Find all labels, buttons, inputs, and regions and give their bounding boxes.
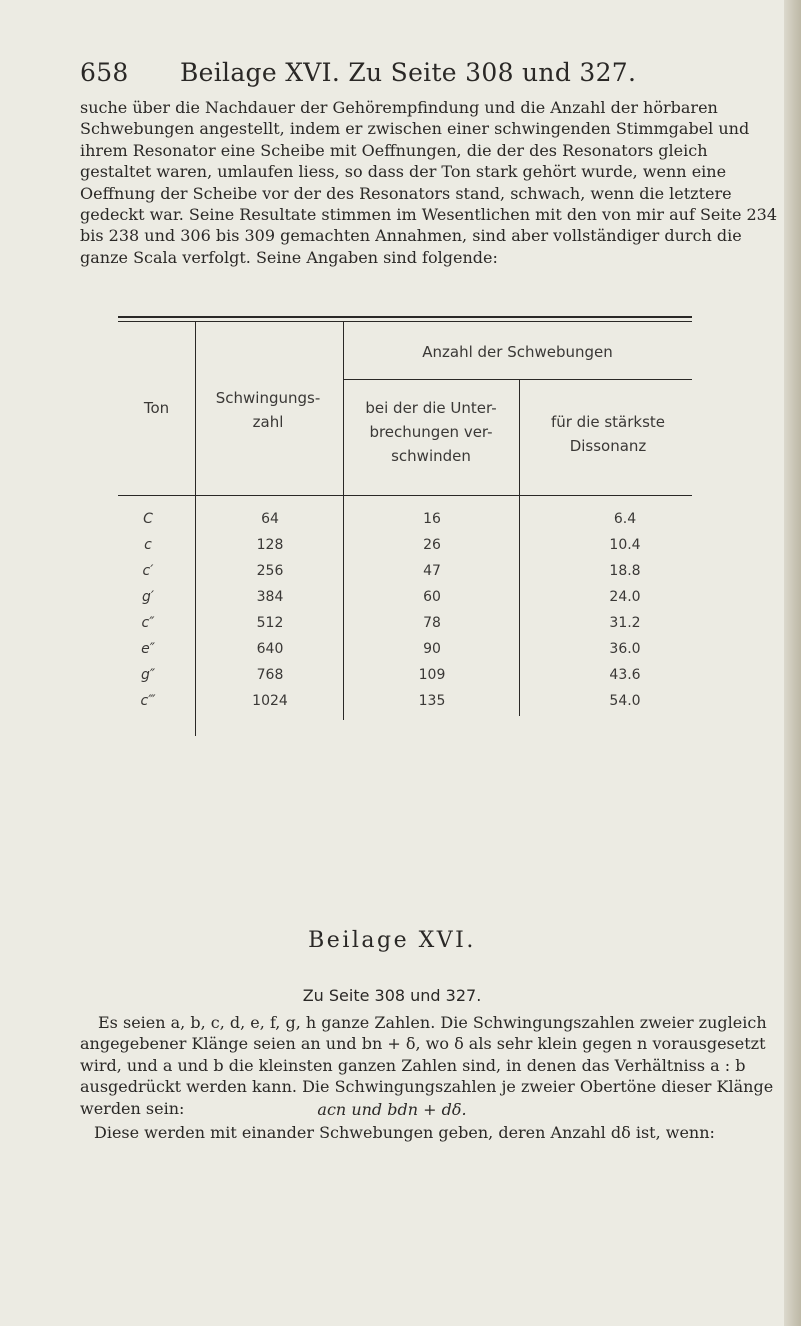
header-anzahl-der-schwebungen: Anzahl der Schwebungen: [422, 343, 613, 361]
cell-dissonanz: 24.0: [609, 589, 641, 605]
cell-ton: C: [143, 511, 153, 527]
body-paragraph-continued: Diese werden mit einander Schwebungen geben, deren Anzahl dδ ist, wenn:: [94, 1123, 715, 1142]
cell-schwingungszahl: 64: [261, 511, 279, 527]
cell-verschwinden: 47: [423, 563, 441, 579]
page-header: [80, 58, 780, 94]
cell-dissonanz: 36.0: [609, 641, 641, 657]
cell-ton: g′: [141, 589, 155, 605]
column-divider: [195, 322, 196, 495]
cell-schwingungszahl: 1024: [252, 693, 288, 709]
cell-dissonanz: 6.4: [613, 511, 637, 527]
cell-verschwinden: 60: [423, 589, 441, 605]
cell-schwingungszahl: 256: [256, 563, 284, 579]
header-verschwinden: bei der die Unter-brechungen ver-schwinden: [365, 399, 497, 465]
cell-verschwinden: 26: [423, 537, 441, 553]
cell-dissonanz: 18.8: [609, 563, 641, 579]
cell-dissonanz: 43.6: [609, 667, 641, 683]
column-divider: [343, 496, 344, 720]
page-number: 658: [80, 58, 129, 87]
cell-ton: c: [144, 537, 152, 553]
cell-verschwinden: 78: [423, 615, 441, 631]
section-title: Beilage XVI.: [308, 928, 476, 953]
table-top-rule: [118, 316, 692, 318]
body-paragraph: Es seien a, b, c, d, e, f, g, h ganze Zahlen. Die Schwingungszahlen zweier zugleich angegebener Klänge seien an und bn + δ, wo δ als sehr klein gegen n vorausgesetzt wird, und a und b die kleinsten ganzen Zahlen sind, in denen das Verhältniss a : b ausgedrückt werden kann. Die Schwingungszahlen je zweier Obertöne dieser Klänge werden sein:: [80, 1013, 774, 1118]
cell-verschwinden: 109: [418, 667, 446, 683]
column-divider: [519, 496, 520, 716]
cell-ton: e″: [141, 641, 155, 657]
column-divider: [519, 380, 520, 495]
header-ton: Ton: [143, 399, 170, 417]
header-dissonanz: für die stärkste Dissonanz: [550, 413, 666, 455]
cell-schwingungszahl: 768: [256, 667, 284, 683]
column-divider: [195, 496, 196, 736]
page-edge: [784, 0, 801, 1326]
formula: acn und bdn + dδ.: [317, 1100, 467, 1119]
cell-dissonanz: 10.4: [609, 537, 641, 553]
cell-schwingungszahl: 512: [256, 615, 284, 631]
cell-ton: c″: [141, 615, 155, 631]
intro-paragraph: suche über die Nachdauer der Gehörempfindung und die Anzahl der hörbaren Schwebungen angestellt, indem er zwischen einer schwingenden Stimmgabel und ihrem Resonator eine Scheibe mit Oeffnungen, die der des Resonators gleich gestaltet waren, umlaufen liess, so dass der Ton stark gehört wurde, wenn eine Oeffnung der Scheibe vor der des Resonators stand, schwach, wenn die letztere gedeckt war. Seine Resultate stimmen im Wesentlichen mit den von mir auf Seite 234 bis 238 und 306 bis 309 gemachten Annahmen, sind aber vollständiger durch die ganze Scala verfolgt. Seine Angaben sind folgende:: [80, 98, 778, 267]
table-header-rule: [118, 495, 692, 496]
cell-schwingungszahl: 128: [256, 537, 284, 553]
cell-ton: c′: [142, 563, 154, 579]
cell-verschwinden: 135: [418, 693, 446, 709]
header-schwingungszahl: Schwingungs-zahl: [215, 389, 321, 431]
cell-schwingungszahl: 384: [256, 589, 284, 605]
cell-ton: c‴: [140, 693, 156, 709]
cell-schwingungszahl: 640: [256, 641, 284, 657]
table-top-rule-thin: [118, 321, 692, 322]
group-header-rule: [343, 379, 692, 380]
cell-dissonanz: 31.2: [609, 615, 641, 631]
running-title: Beilage XVI. Zu Seite 308 und 327.: [180, 58, 637, 87]
cell-dissonanz: 54.0: [609, 693, 641, 709]
cell-verschwinden: 90: [423, 641, 441, 657]
cell-ton: g″: [140, 667, 156, 683]
section-subtitle: Zu Seite 308 und 327.: [302, 986, 482, 1005]
cell-verschwinden: 16: [423, 511, 441, 527]
